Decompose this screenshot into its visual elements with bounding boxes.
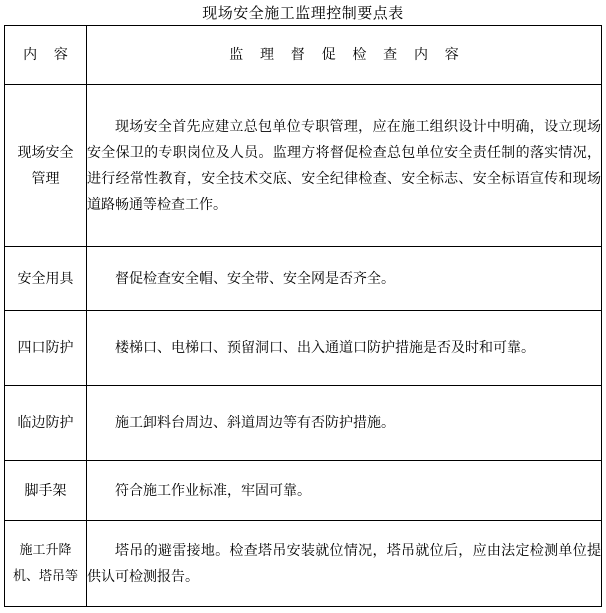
row-label-cell [5,521,87,607]
row-content-cell [87,386,602,461]
row-label-cell [5,247,87,311]
row-label: 临边防护 [17,415,74,431]
row-content: 现场安全首先应建立总包单位专职管理，应在施工组织设计中明确，设立现场安全保卫的专职岗位及人员。监理方将督促检查总包单位安全责任制的落实情况，进行经常性教育，安全技术交底、安全纪律检查、安全标志、安全标语宣传和现场道路畅通等检查工作。 [87,118,601,213]
row-label-cell [5,85,87,247]
table-row [5,386,602,461]
table-header-row [5,26,602,85]
row-content: 符合施工作业标准，牢固可靠。 [115,482,311,499]
header-content-cell [87,26,602,85]
row-label-cell [5,311,87,386]
header-content: 监理督促检查内容 [229,47,476,63]
row-content-cell [87,85,602,247]
row-content: 督促检查安全帽、安全带、安全网是否齐全。 [115,270,395,287]
row-label: 四口防护 [17,340,74,356]
row-content-cell [87,461,602,521]
row-content: 楼梯口、电梯口、预留洞口、出入通道口防护措施是否及时和可靠。 [115,340,535,356]
row-label: 现场安全管理 [17,144,74,187]
table-row [5,521,602,607]
row-content-cell [87,311,602,386]
row-content-cell [87,247,602,311]
header-label-cell [5,26,87,85]
row-label: 施工升降机、塔吊等 [12,542,78,584]
table-row [5,461,602,521]
table-row [5,247,602,311]
row-label-cell [5,461,87,521]
table-row [5,311,602,386]
header-label: 内容 [23,47,85,63]
row-content-cell [87,521,602,607]
row-label-cell [5,386,87,461]
table-row [5,85,602,247]
row-label: 脚手架 [24,482,67,499]
row-content: 施工卸料台周边、斜道周边等有否防护措施。 [115,415,395,431]
document-title: 现场安全施工监理控制要点表 [202,4,404,22]
row-label: 安全用具 [17,270,74,287]
control-points-table [4,25,602,607]
row-content: 塔吊的避雷接地。检查塔吊安装就位情况，塔吊就位后，应由法定检测单位提供认可检测报告。 [87,542,601,585]
